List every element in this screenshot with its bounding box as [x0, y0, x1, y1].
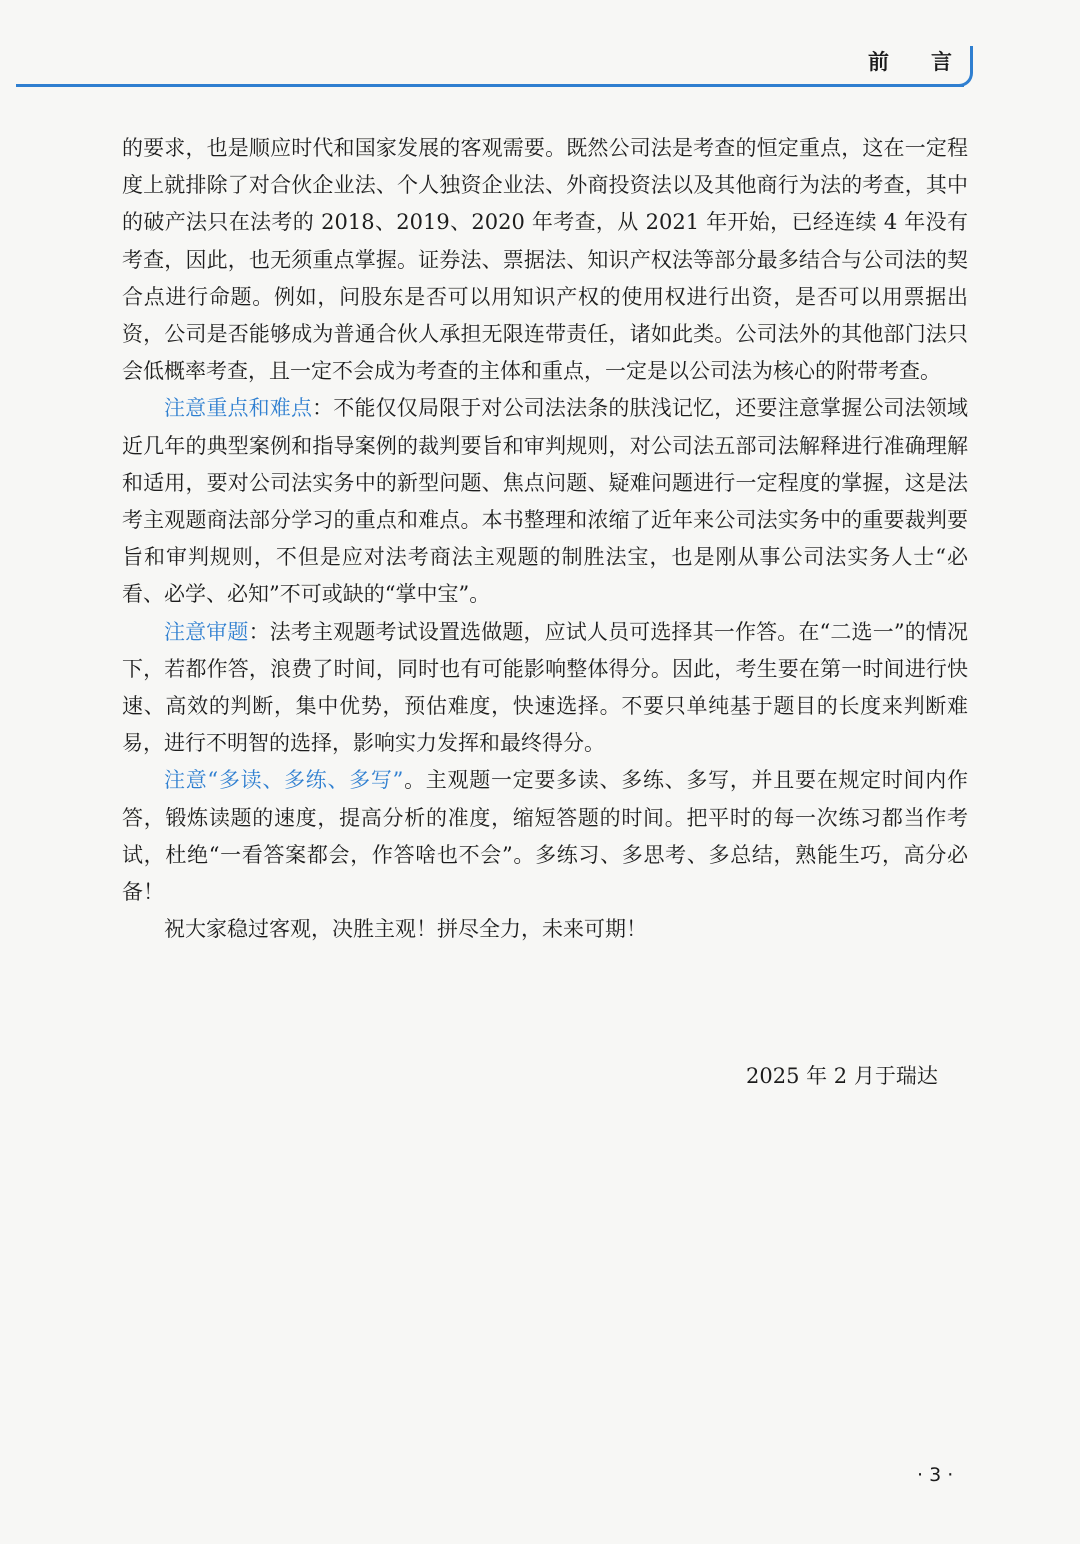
paragraph-key-points-text: ：不能仅仅局限于对公司法法条的肤浅记忆，还要注意掌握公司法领域近几年的典型案例和指导案例的裁判要旨和审判规则，对公司法五部司法解释进行准确理解和适用，要对公司法实务中的新型问题、焦点问题、疑难问题进行一定程度的掌握，这是法考主观题商法部分学习的重点和难点。本书整理和浓缩了近年来公司法实务中的重要裁判要旨和审判规则，不但是应对法考商法主观题的制胜法宝，也是刚从事公司法实务人士“必看、必学、必知”不可或缺的“掌中宝”。: [122, 396, 969, 607]
signature-date: 2025 年 2 月于瑞达: [746, 1064, 938, 1088]
paragraph-question-review-text: ：法考主观题考试设置选做题，应试人员可选择其一作答。在“二选一”的情况下，若都作答，浪费了时间，同时也有可能影响整体得分。因此，考生要在第一时间进行快速、高效的判断，集中优势，预估难度，快速选择。不要只单纯基于题目的长度来判断难易，进行不明智的选择，影响实力发挥和最终得分。: [122, 619, 969, 756]
highlight-practice: 注意“多读、多练、多写”: [164, 768, 404, 793]
highlight-key-points: 注意重点和难点: [164, 396, 313, 421]
paragraph-question-review: [122, 614, 968, 763]
paragraph-continuation: 的要求，也是顺应时代和国家发展的客观需要。既然公司法是考查的恒定重点，这在一定程度上就排除了对合伙企业法、个人独资企业法、外商投资法以及其他商行为法的考查，其中的破产法只在法考的 2018、2019、2020 年考查，从 2021 年开始，已经连续 4 年没有考查，因此，也无须重点掌握。证券法、票据法、知识产权法等部分最多结合与公司法的契合点进行命题。例如，问股东是否可以用知识产权的使用权进行出资，是否可以用票据出资，公司是否能够成为普通合伙人承担无限连带责任，诸如此类。公司法外的其他部门法只会低概率考查，且一定不会成为考查的主体和重点，一定是以公司法为核心的附带考查。: [122, 136, 968, 384]
paragraph-key-points: [122, 390, 968, 613]
page-header-title: [868, 46, 952, 76]
header-char-2: 言: [931, 50, 952, 74]
page-number: · 3 ·: [917, 1464, 954, 1486]
preface-body: [122, 130, 968, 948]
header-rule: [16, 84, 964, 87]
paragraph-closing-wish: 祝大家稳过客观，决胜主观！拼尽全力，未来可期！: [164, 917, 647, 942]
paragraph-practice: [122, 762, 968, 911]
highlight-question-review: 注意审题: [164, 619, 249, 644]
paragraph-practice-text: 。主观题一定要多读、多练、多写，并且要在规定时间内作答，锻炼读题的速度，提高分析的准度，缩短答题的时间。把平时的每一次练习都当作考试，杜绝“一看答案都会，作答啥也不会”。多练习、多思考、多总结，熟能生巧，高分必备！: [122, 768, 968, 905]
header-char-1: 前: [868, 50, 889, 74]
header-curl-decoration: [952, 46, 973, 87]
